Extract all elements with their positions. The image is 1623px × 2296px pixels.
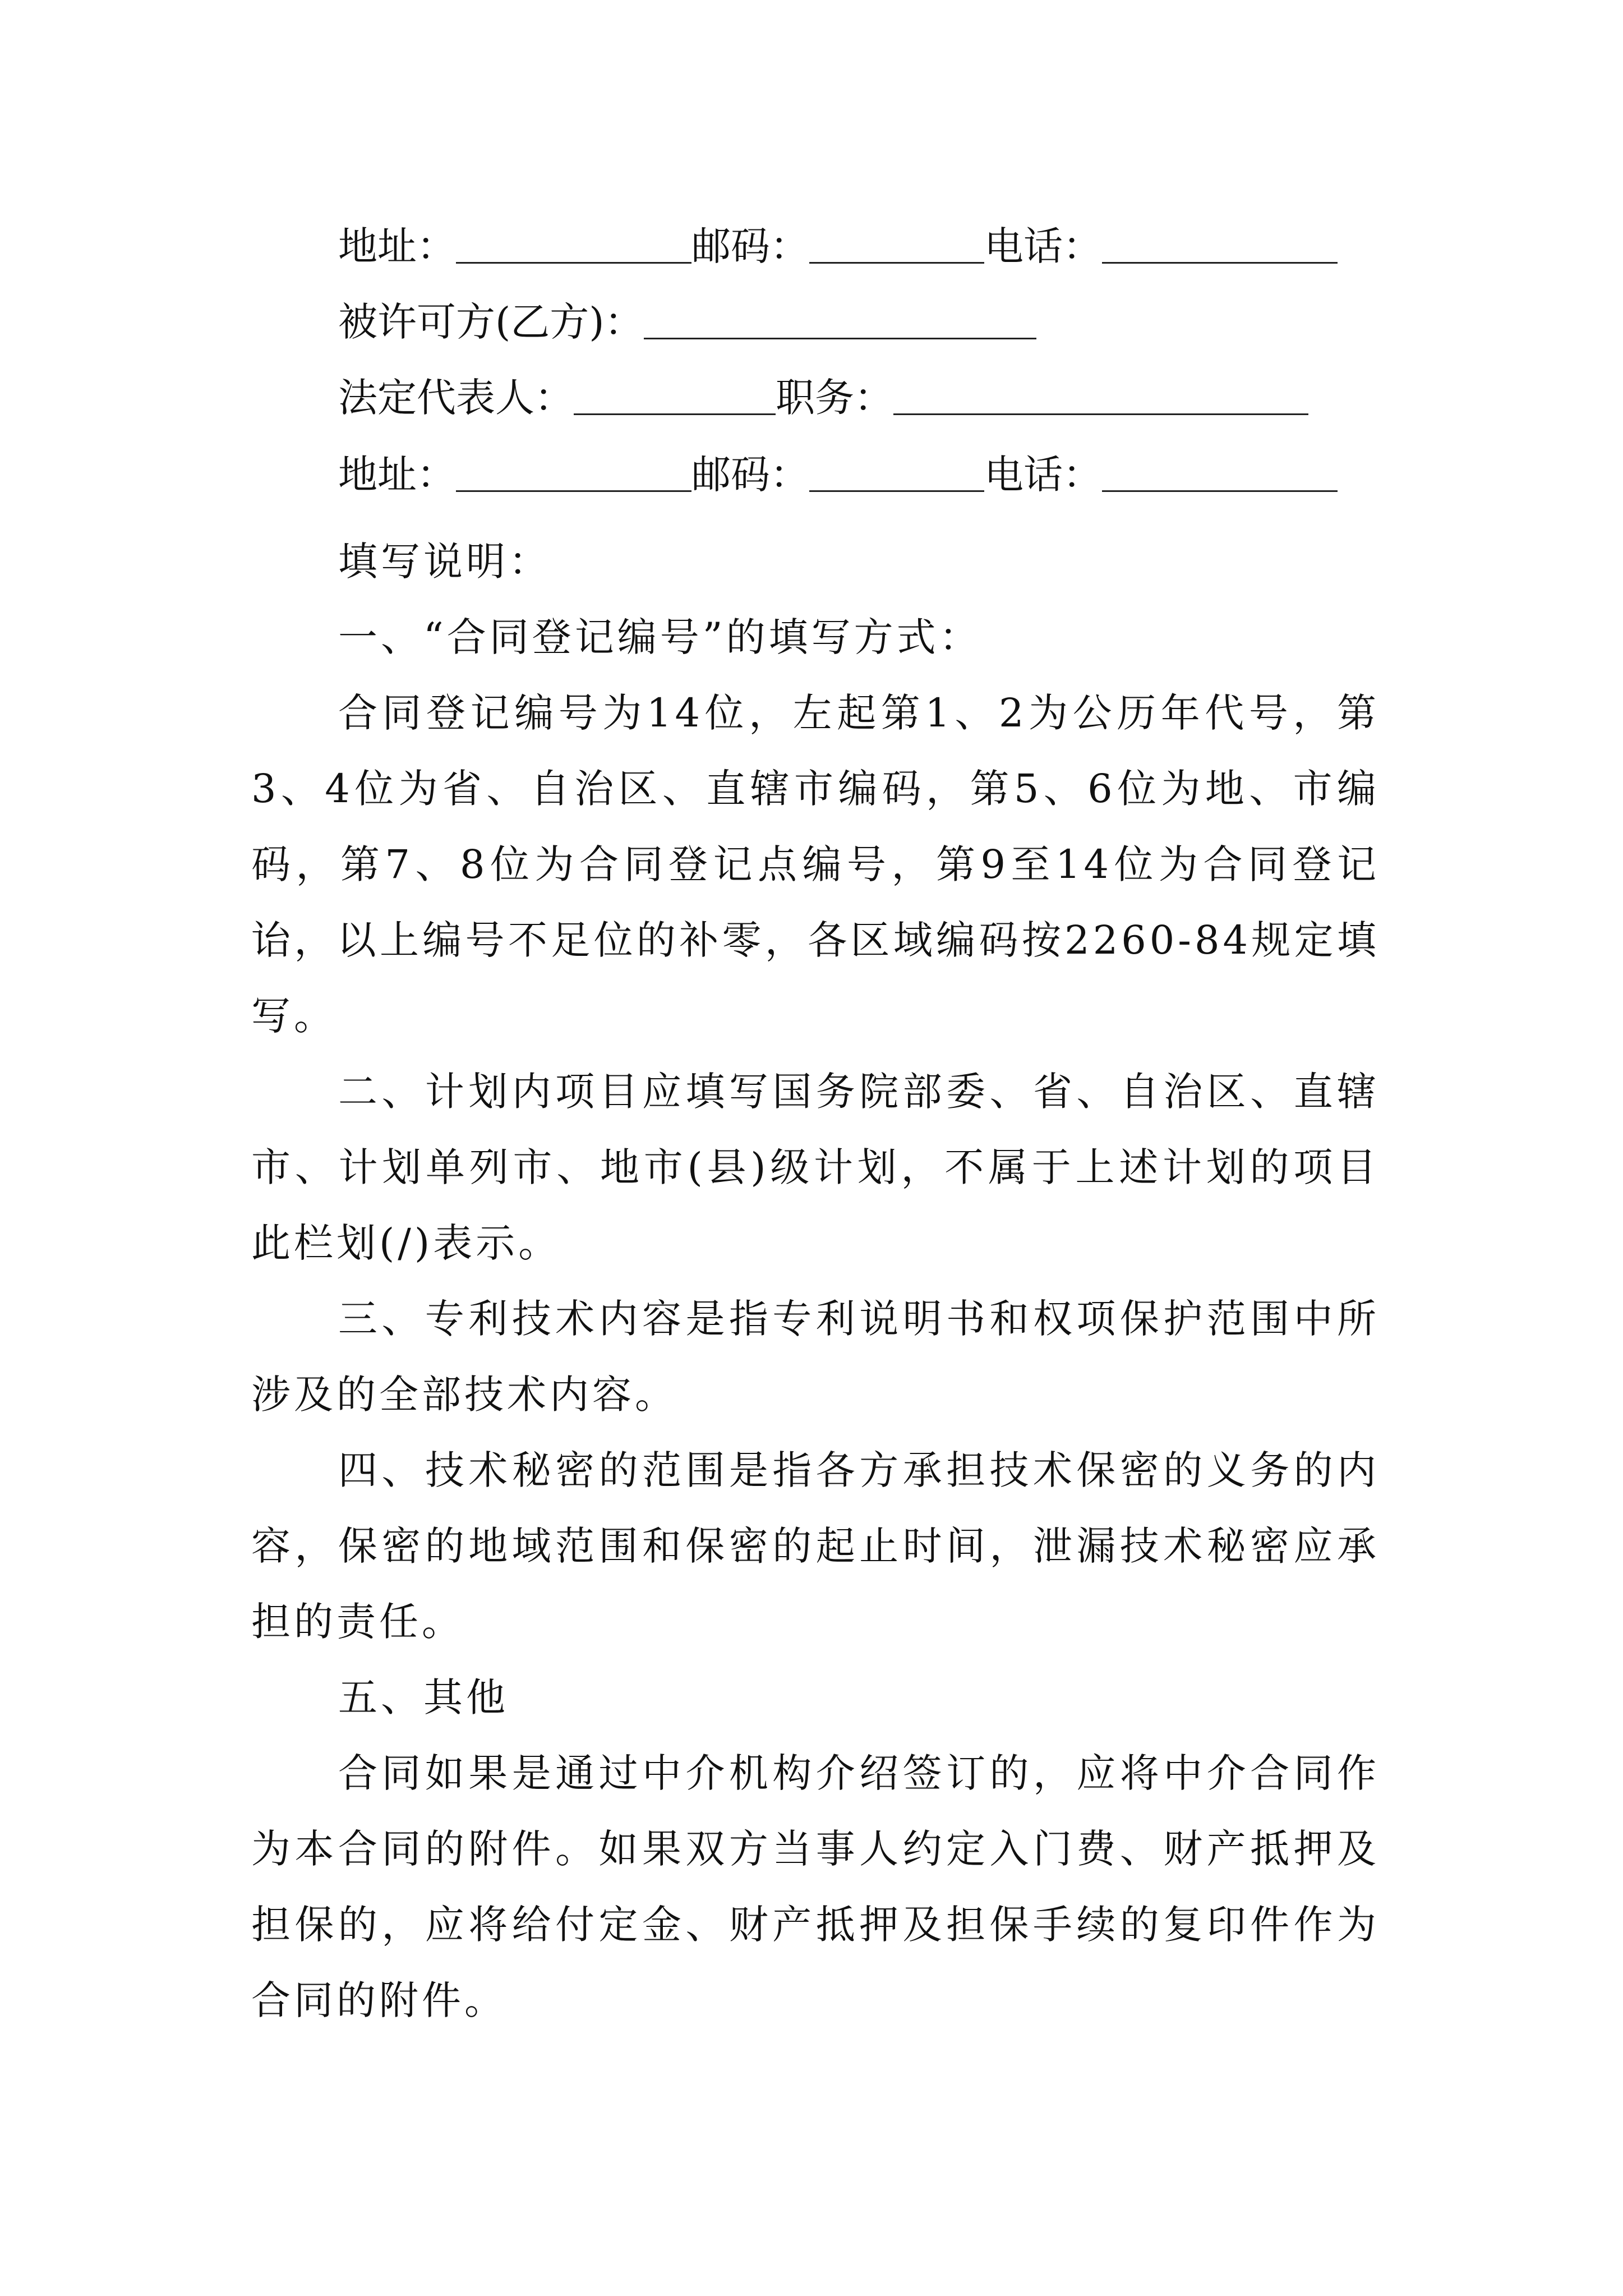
section-1-line: 合同登记编号为14位，左起第1、2为公历年代号，第 [338,690,1380,736]
section-2-line: 二、计划内项目应填写国务院部委、省、自治区、直辖 [338,1069,1380,1115]
postcode-label: 邮码： [691,223,809,269]
section-2-line: 市、计划单列市、地市(县)级计划，不属于上述计划的项目 [251,1144,1380,1190]
section-5-line: 合同的附件。 [251,1977,507,2023]
section-5-line: 为本合同的附件。如果双方当事人约定入门费、财产抵押及 [251,1826,1380,1872]
phone-label: 电话： [984,223,1102,269]
postcode-label: 邮码： [691,451,809,498]
section-5-line: 合同如果是通过中介机构介绍签订的，应将中介合同作 [338,1750,1380,1796]
section-3-line: 涉及的全部技术内容。 [251,1372,677,1418]
section-1-line: 诒，以上编号不足位的补零，各区域编码按2260-84规定填 [251,917,1380,963]
licensee-row [338,291,1036,347]
phone-field[interactable] [1102,223,1338,264]
party-b-contact-row [338,443,1338,499]
legal-rep-label: 法定代表人： [338,374,574,421]
section-5-line: 担保的，应将给付定金、财产抵押及担保手续的复印件作为 [251,1902,1380,1948]
address-label: 地址： [338,451,456,498]
section-1-line: 写。 [251,993,336,1039]
section-4-line: 担的责任。 [251,1599,464,1645]
section-4-line: 容，保密的地域范围和保密的起止时间，泄漏技术秘密应承 [251,1523,1380,1569]
section-2-line: 此栏划(/)表示。 [251,1220,561,1266]
licensee-label: 被许可方(乙方)： [338,298,644,345]
section-1-line: 码，第7、8位为合同登记点编号，第9至14位为合同登记 [251,841,1380,887]
section-5-title: 五、其他 [338,1674,509,1720]
position-label: 职务： [776,374,893,421]
legal-rep-field[interactable] [574,374,776,415]
section-1-line: 3、4位为省、自治区、直辖市编码，第5、6位为地、市编 [251,766,1380,812]
address-label: 地址： [338,223,456,269]
party-a-contact-row [338,215,1338,271]
phone-field[interactable] [1102,451,1338,492]
postcode-field[interactable] [809,223,984,264]
phone-label: 电话： [984,451,1102,498]
legal-rep-row [338,366,1308,422]
section-4-line: 四、技术秘密的范围是指各方承担技术保密的义务的内 [338,1447,1380,1493]
position-field[interactable] [893,374,1308,415]
address-field[interactable] [456,451,691,492]
section-3-line: 三、专利技术内容是指专利说明书和权项保护范围中所 [338,1296,1380,1342]
address-field[interactable] [456,223,691,264]
postcode-field[interactable] [809,451,984,492]
section-1-title: 一、“合同登记编号”的填写方式： [338,614,982,660]
licensee-field[interactable] [644,298,1036,339]
instructions-heading: 填写说明： [338,539,551,585]
